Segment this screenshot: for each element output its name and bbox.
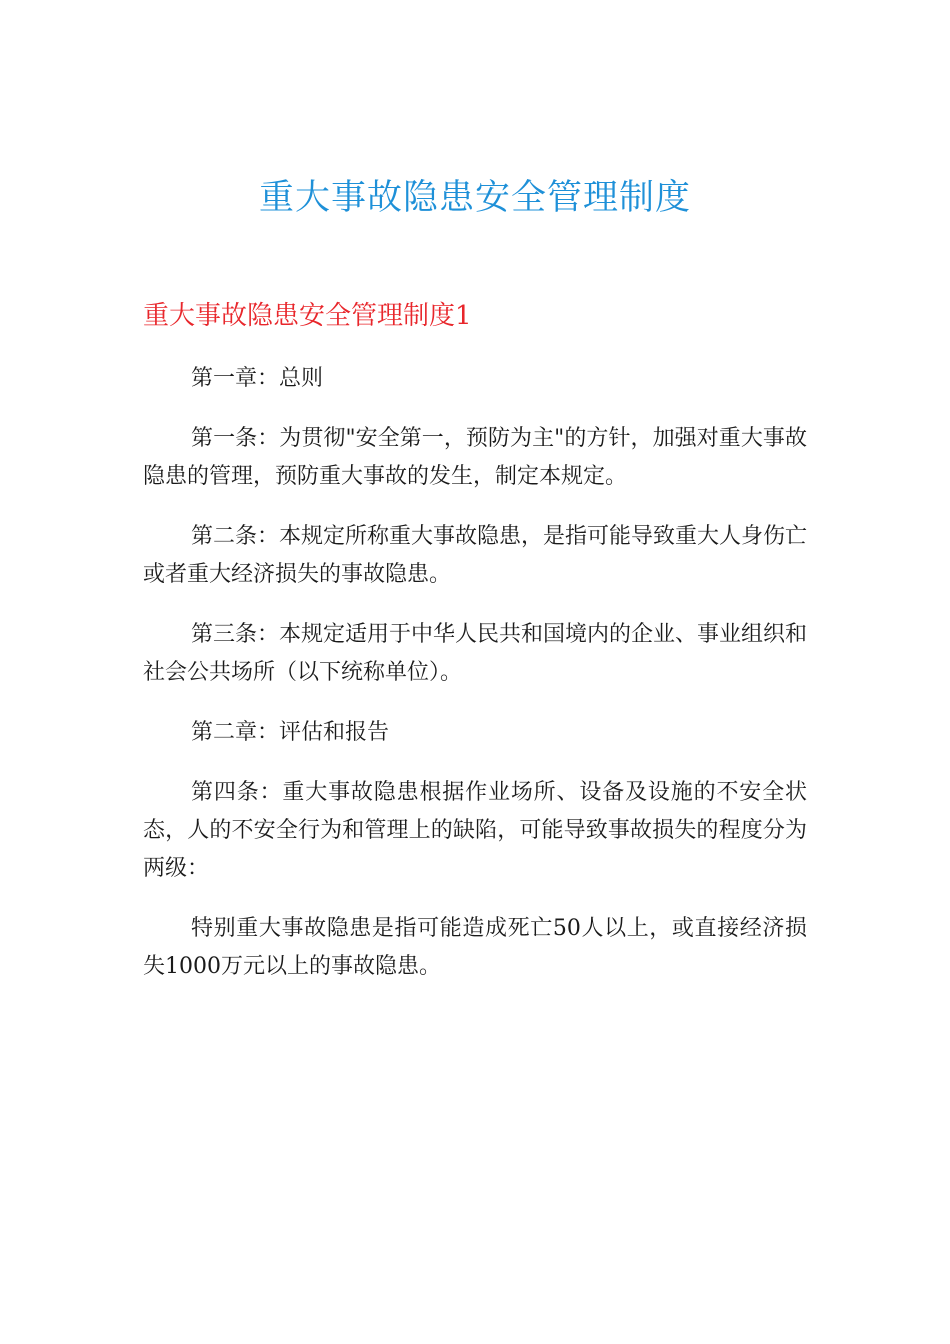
chapter-heading-1: 第一章：总则 bbox=[191, 366, 324, 391]
article-3: 第三条：本规定适用于中华人民共和国境内的企业、事业组织和社会公共场所（以下统称单位）。 bbox=[143, 622, 808, 685]
section-title: 重大事故隐患安全管理制度1 bbox=[143, 301, 472, 331]
chapter-heading-2: 第二章：评估和报告 bbox=[191, 720, 390, 745]
article-1: 第一条：为贯彻"安全第一，预防为主"的方针，加强对重大事故隐患的管理，预防重大事故的发生，制定本规定。 bbox=[143, 426, 807, 489]
document-body bbox=[143, 360, 807, 1008]
document-title: 重大事故隐患安全管理制度 bbox=[258, 178, 691, 218]
article-4-item: 特别重大事故隐患是指可能造成死亡50人以上，或直接经济损失1000万元以上的事故隐患。 bbox=[143, 916, 807, 979]
article-4: 第四条：重大事故隐患根据作业场所、设备及设施的不安全状态，人的不安全行为和管理上的缺陷，可能导致事故损失的程度分为两级： bbox=[143, 780, 807, 881]
article-2: 第二条：本规定所称重大事故隐患，是指可能导致重大人身伤亡或者重大经济损失的事故隐患。 bbox=[143, 524, 808, 587]
